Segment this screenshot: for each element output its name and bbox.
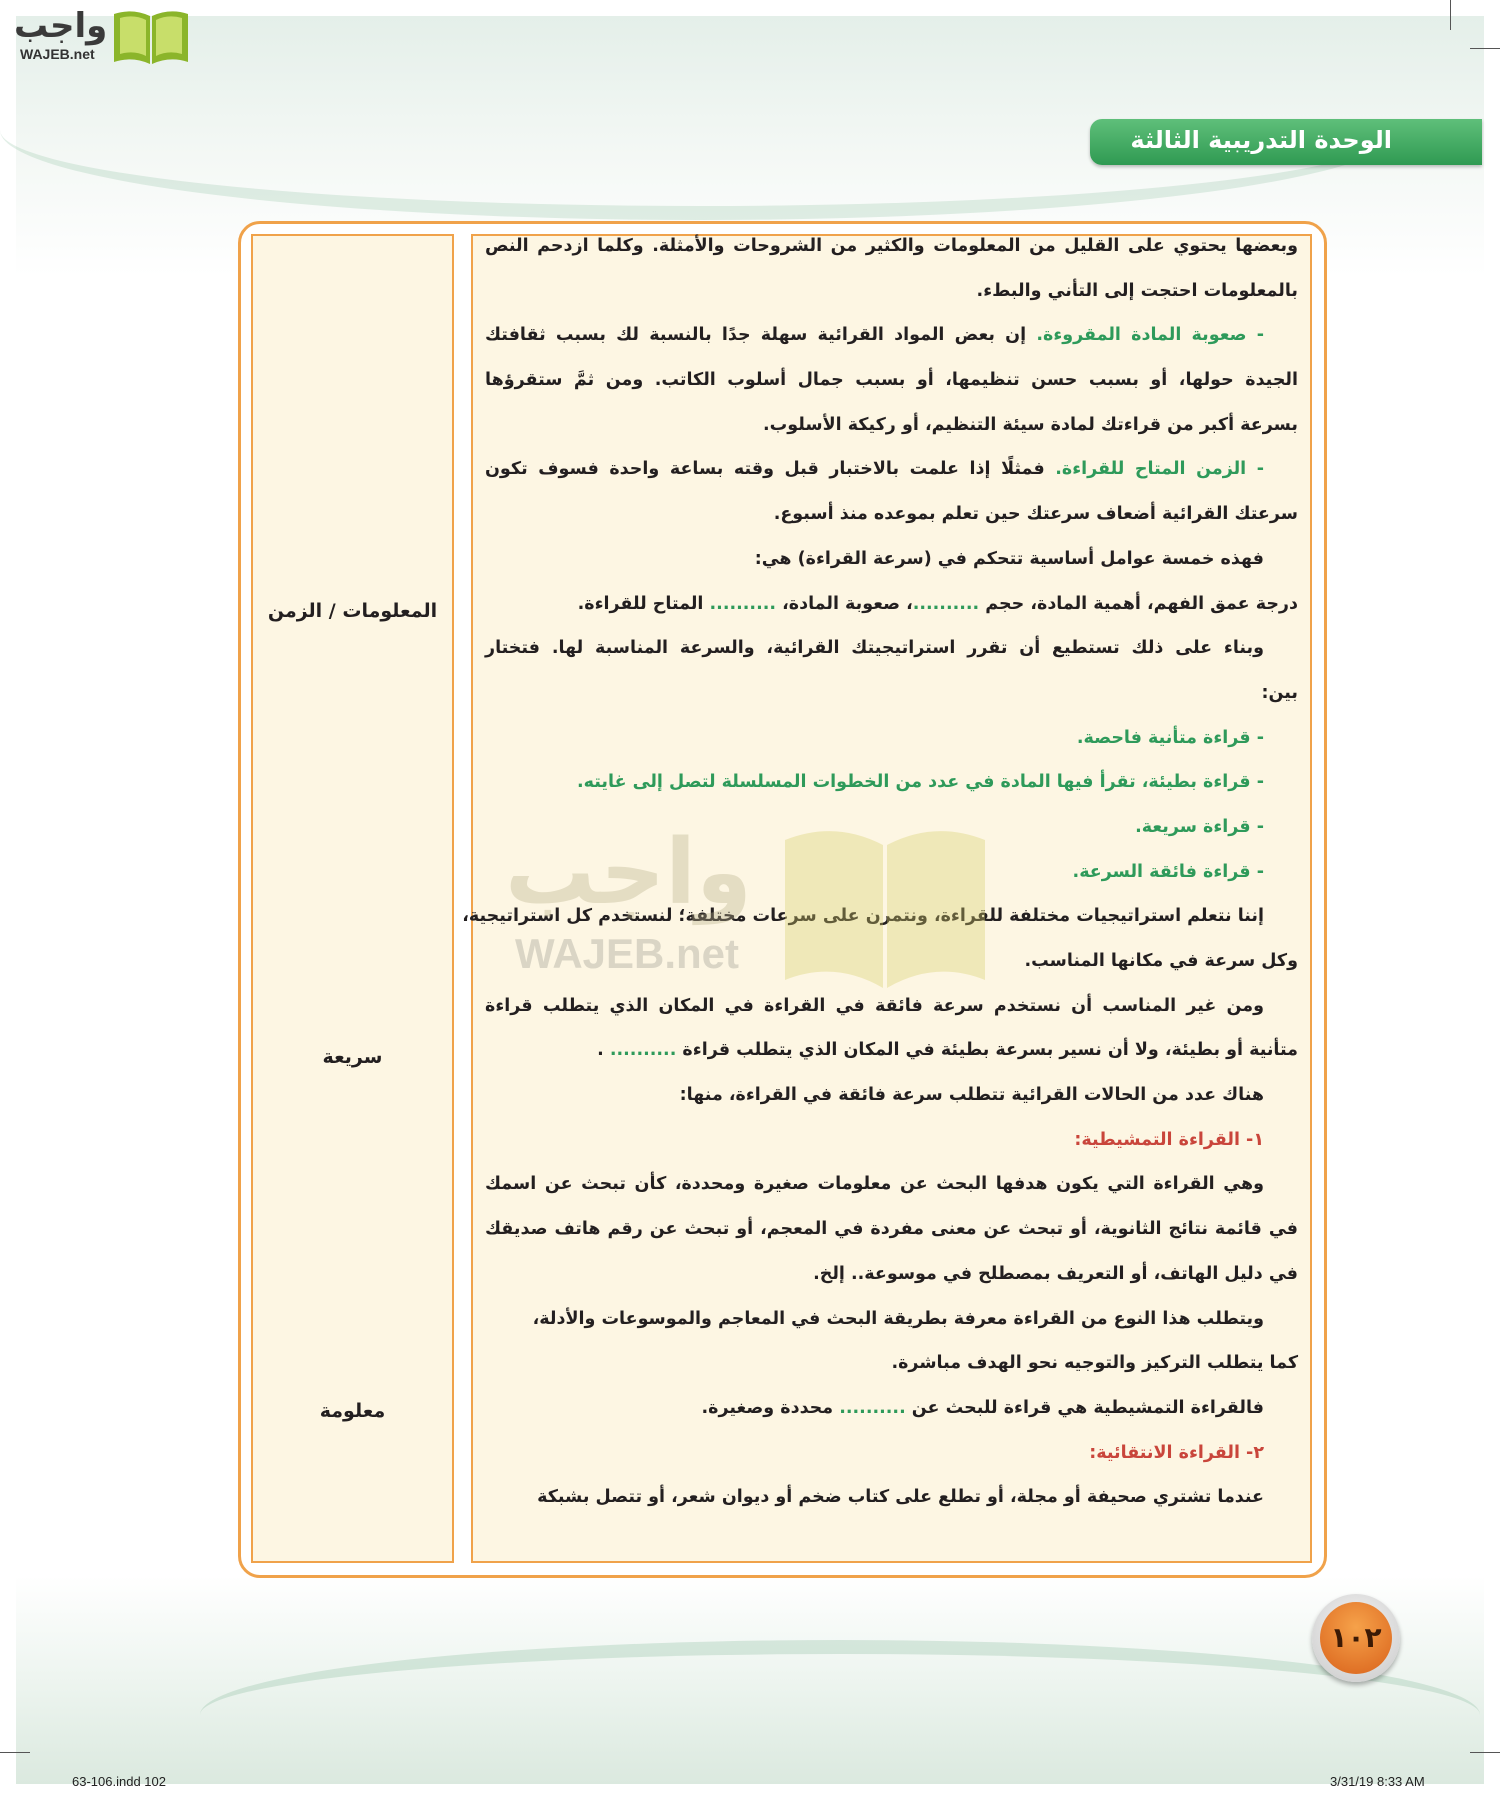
text-segment: عندما تشتري صحيفة أو مجلة، أو تطلع على كتاب ضخم أو ديوان شعر، أو تتصل بشبكة xyxy=(537,1487,1264,1508)
crop-mark xyxy=(1450,0,1451,30)
text-segment: كما يتطلب التركيز والتوجيه نحو الهدف مباشرة. xyxy=(891,1353,1298,1374)
text-segment: إن بعض المواد القرائية سهلة جدًا بالنسبة لك بسبب ثقافتك xyxy=(485,325,1037,346)
text-line xyxy=(462,906,1298,951)
text-segment: ومن غير المناسب أن نستخدم سرعة فائقة في القراءة في المكان الذي يتطلب قراءة xyxy=(485,995,1264,1016)
blank-fill-in: .......... xyxy=(839,1397,906,1418)
text-line xyxy=(485,325,1298,370)
highlighted-term: - الزمن المتاح للقراءة. xyxy=(1055,459,1264,480)
text-line xyxy=(485,638,1298,683)
text-line xyxy=(485,772,1298,817)
text-segment: في دليل الهاتف، أو التعريف بمصطلح في موسوعة.. إلخ. xyxy=(813,1263,1298,1284)
text-segment: سرعتك القرائية أضعاف سرعتك حين تعلم بموعده منذ أسبوع. xyxy=(773,504,1298,525)
crop-mark xyxy=(1470,1752,1500,1753)
highlighted-term: - صعوبة المادة المقروءة. xyxy=(1036,325,1264,346)
page-number-badge xyxy=(1312,1594,1400,1682)
text-line xyxy=(485,1309,1298,1354)
text-segment: محددة وصغيرة. xyxy=(701,1397,840,1418)
page-number: ١٠٢ xyxy=(1320,1602,1392,1674)
text-segment: في قائمة نتائج الثانوية، أو تبحث عن معنى مفردة في المعجم، أو تبحث عن رقم هاتف صديقك xyxy=(485,1219,1298,1240)
answer-label-info-time: المعلومات / الزمن xyxy=(267,600,438,622)
crop-mark xyxy=(1470,48,1500,49)
highlighted-term: - قراءة سريعة. xyxy=(1135,816,1264,837)
text-line xyxy=(485,504,1298,549)
text-segment: درجة عمق الفهم، أهمية المادة، حجم xyxy=(979,593,1298,614)
blank-fill-in: .......... xyxy=(912,593,980,614)
logo-word: واجب xyxy=(14,6,108,46)
text-line xyxy=(485,862,1298,907)
text-line xyxy=(485,683,1298,728)
text-segment: وكل سرعة في مكانها المناسب. xyxy=(1024,951,1298,971)
answer-label-fast: سريعة xyxy=(322,1046,383,1068)
text-line xyxy=(485,1487,1298,1532)
text-line xyxy=(485,1264,1298,1309)
text-line xyxy=(485,1085,1298,1130)
text-line xyxy=(485,817,1298,862)
text-line xyxy=(485,1174,1298,1219)
wajeb-logo[interactable] xyxy=(10,6,190,66)
text-line xyxy=(485,281,1298,326)
text-line xyxy=(485,1040,1298,1085)
crop-mark xyxy=(0,1752,30,1753)
unit-title: الوحدة التدريبية الثالثة xyxy=(1130,126,1392,154)
text-line xyxy=(485,951,1298,996)
lesson-text xyxy=(462,236,1298,1532)
watermark-word: واجب xyxy=(505,820,752,925)
highlighted-term: - قراءة بطيئة، تقرأ فيها المادة في عدد من الخطوات المسلسلة لتصل إلى غايته. xyxy=(577,772,1264,793)
footer-file-info: 63-106.indd 102 xyxy=(72,1774,166,1789)
watermark-net: WAJEB.net xyxy=(515,930,740,977)
answer-label-information: معلومة xyxy=(319,1400,386,1422)
decorative-wave xyxy=(200,1640,1480,1790)
highlighted-term: ٢- القراءة الانتقائية: xyxy=(1089,1442,1264,1463)
text-segment: بالمعلومات احتجت إلى التأني والبطء. xyxy=(976,280,1298,301)
text-segment: فهذه خمسة عوامل أساسية تتحكم في (سرعة القراءة) هي: xyxy=(754,548,1264,569)
unit-title-banner xyxy=(1090,119,1482,165)
text-segment: ويتطلب هذا النوع من القراءة معرفة بطريقة البحث في المعاجم والموسوعات والأدلة، xyxy=(532,1308,1264,1329)
highlighted-term: ١- القراءة التمشيطية: xyxy=(1074,1129,1264,1150)
text-segment: وبناء على ذلك تستطيع أن تقرر استراتيجيتك القرائية، والسرعة المناسبة لها. فتختار xyxy=(485,638,1264,659)
text-segment: بسرعة أكبر من قراءتك لمادة سيئة التنظيم، أو ركيكة الأسلوب. xyxy=(763,414,1298,435)
text-line xyxy=(485,1130,1298,1175)
blank-fill-in: .......... xyxy=(609,1040,677,1061)
blank-fill-in: .......... xyxy=(709,593,777,614)
text-line xyxy=(485,996,1298,1041)
text-segment: الجيدة حولها، أو بسبب حسن تنظيمها، أو بسبب جمال أسلوب الكاتب. ومن ثمَّ ستقرؤها xyxy=(485,370,1298,391)
text-segment: وهي القراءة التي يكون هدفها البحث عن معلومات صغيرة ومحددة، كأن تبحث عن اسمك xyxy=(485,1174,1264,1195)
text-line xyxy=(485,1353,1298,1398)
text-segment: المتاح للقراءة. xyxy=(577,593,710,614)
text-line xyxy=(485,594,1298,639)
text-segment: فالقراءة التمشيطية هي قراءة للبحث عن xyxy=(905,1397,1264,1418)
text-line xyxy=(485,370,1298,415)
text-line xyxy=(485,415,1298,460)
highlighted-term: - قراءة فائقة السرعة. xyxy=(1072,861,1264,882)
text-segment: فمثلًا إذا علمت بالاختبار قبل وقته بساعة واحدة فسوف تكون xyxy=(485,459,1056,480)
highlighted-term: - قراءة متأنية فاحصة. xyxy=(1076,727,1264,748)
text-line xyxy=(485,1398,1298,1443)
text-line xyxy=(485,459,1298,504)
text-segment: وبعضها يحتوي على القليل من المعلومات والكثير من الشروحات والأمثلة. وكلما ازدحم النص xyxy=(485,236,1298,256)
text-line xyxy=(485,1443,1298,1488)
text-segment: إننا نتعلم استراتيجيات مختلفة للقراءة، ونتمرن على سرعات مختلفة؛ لنستخدم كل استراتيجية، xyxy=(462,906,1264,927)
logo-net: WAJEB.net xyxy=(20,46,95,62)
text-line xyxy=(485,236,1298,281)
text-line xyxy=(485,549,1298,594)
text-segment: بين: xyxy=(1261,682,1298,703)
text-segment: هناك عدد من الحالات القرائية تتطلب سرعة فائقة في القراءة، منها: xyxy=(679,1085,1264,1106)
book-icon xyxy=(110,6,192,68)
lesson-text-panel xyxy=(462,234,1312,1563)
text-line xyxy=(485,1219,1298,1264)
text-segment: متأنية أو بطيئة، ولا أن نسير بسرعة بطيئة في المكان الذي يتطلب قراءة xyxy=(676,1040,1298,1061)
text-segment: . xyxy=(597,1040,610,1061)
text-segment: ، صعوبة المادة، xyxy=(776,593,913,614)
text-line xyxy=(485,728,1298,773)
footer-timestamp: 3/31/19 8:33 AM xyxy=(1330,1774,1425,1789)
answers-column xyxy=(251,234,454,1563)
